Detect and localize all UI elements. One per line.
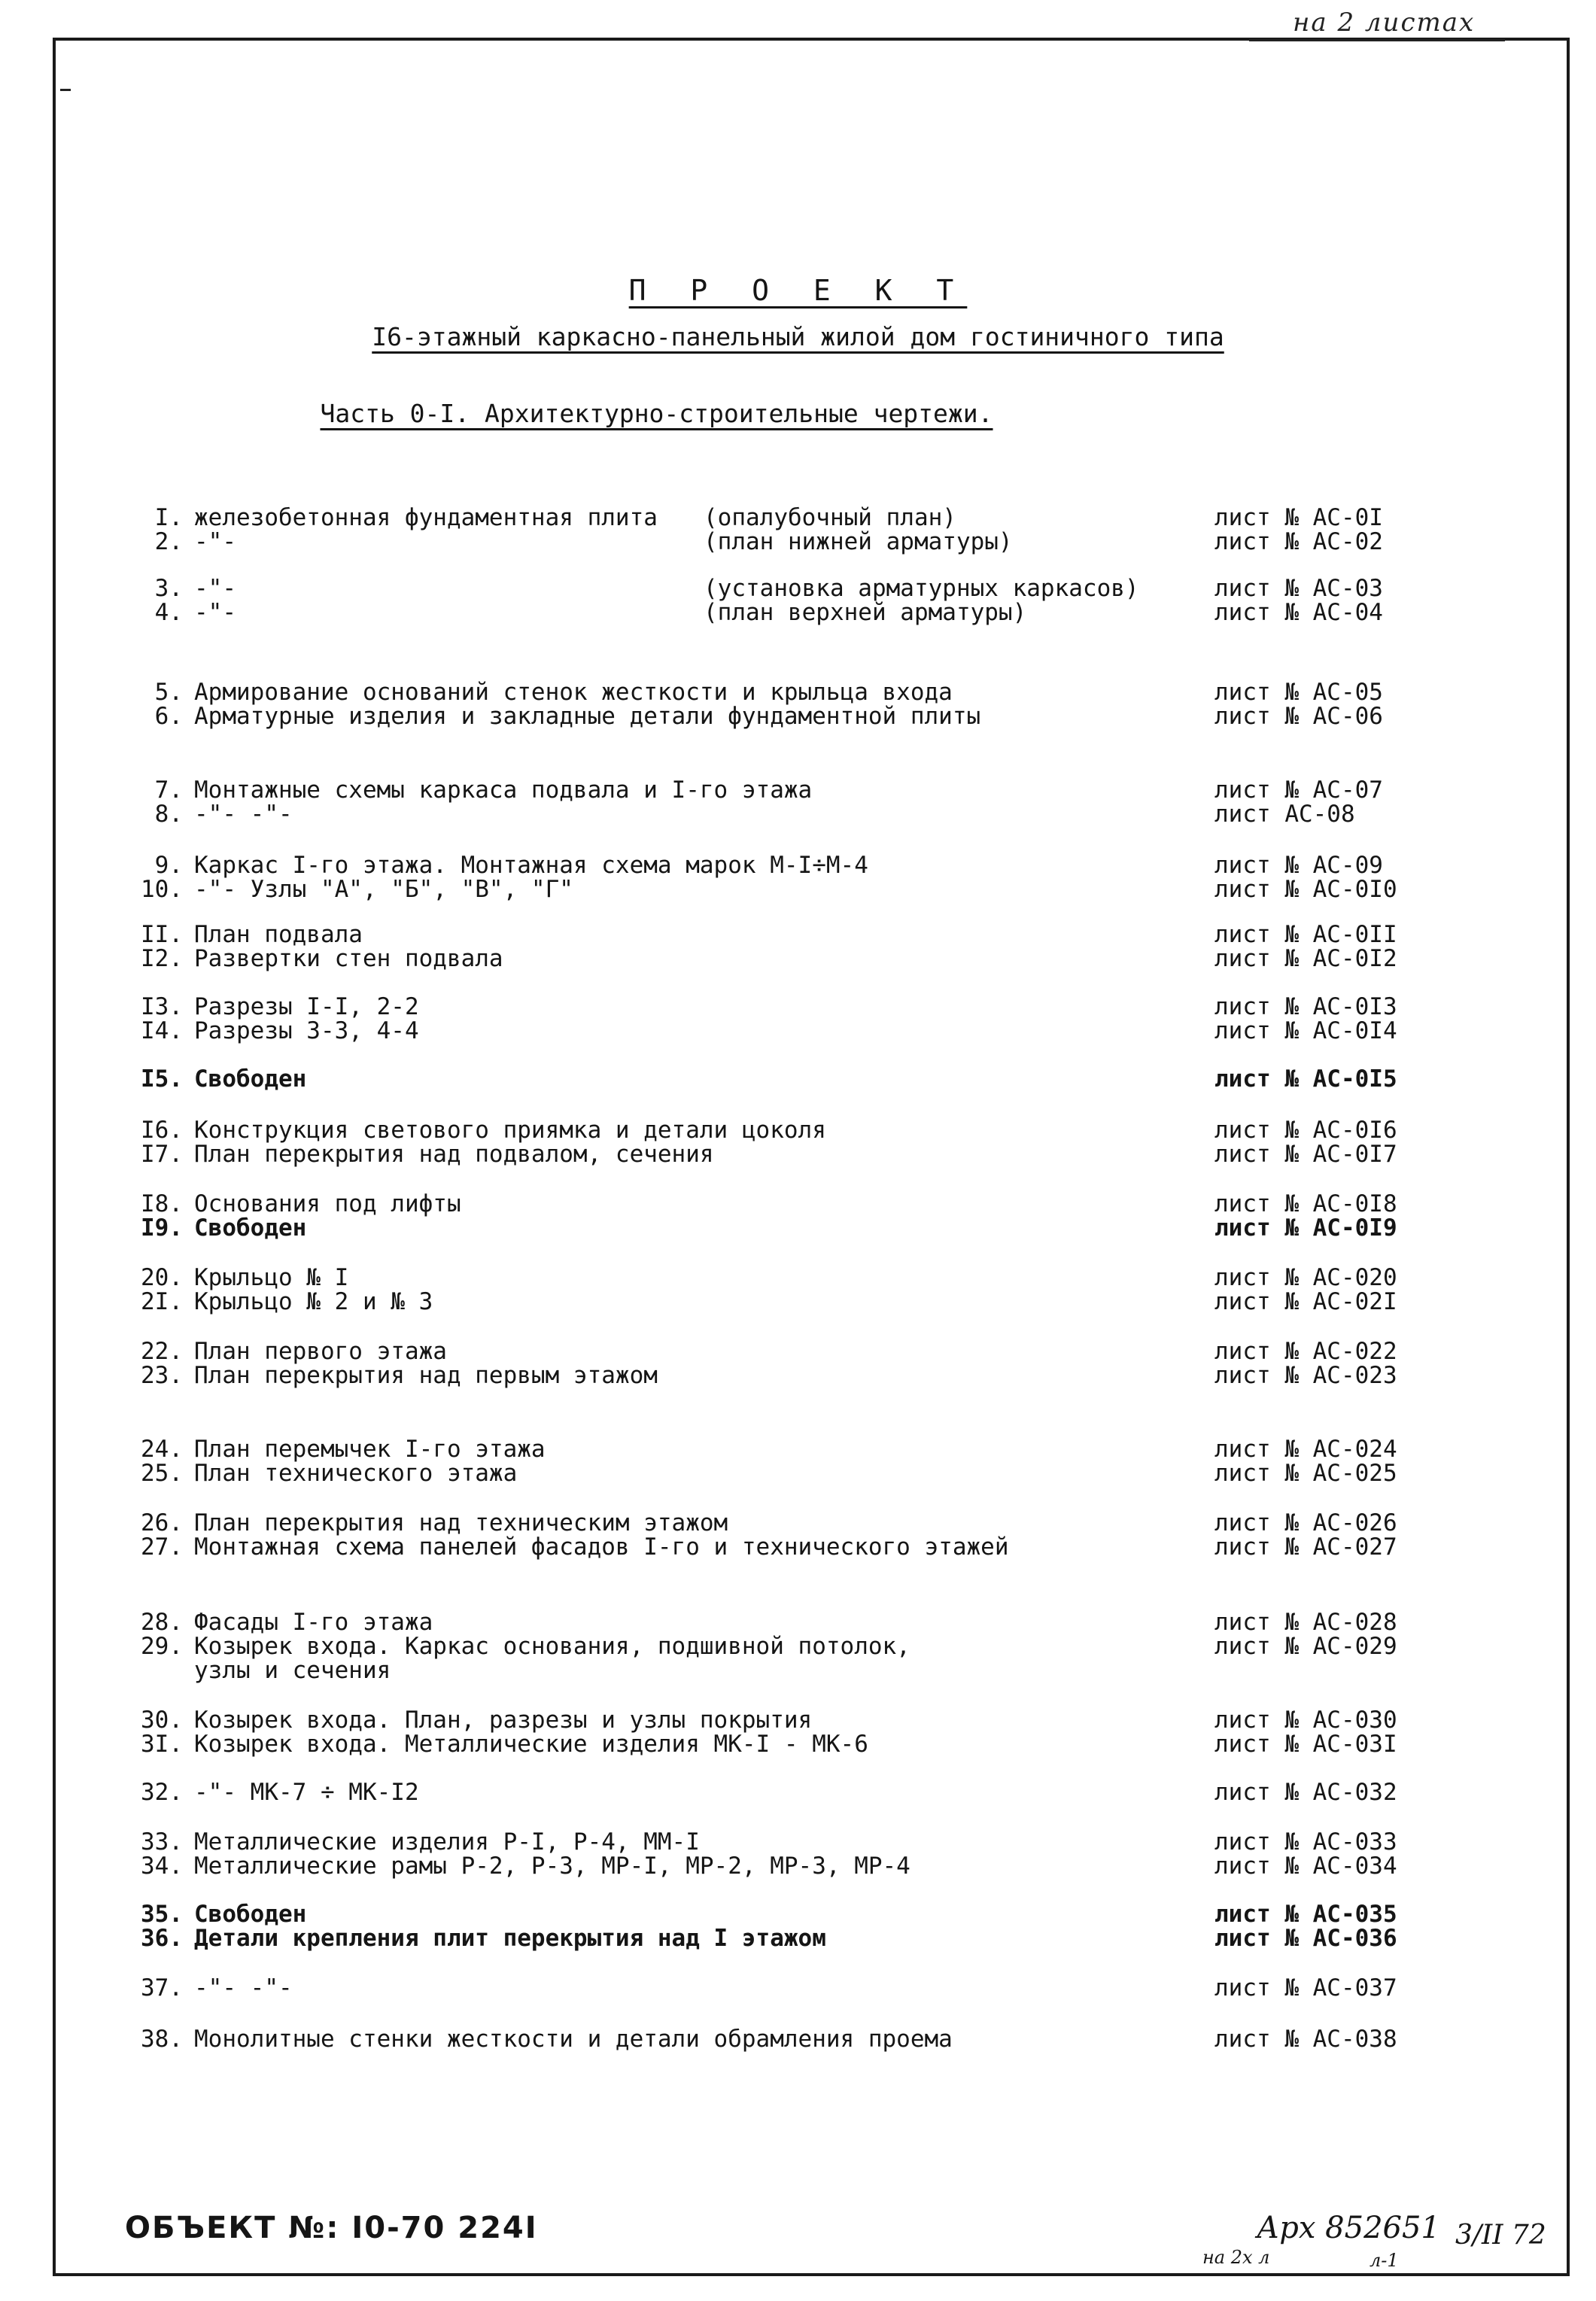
list-item <box>0 2024 1596 2054</box>
item-number: 35. <box>141 1901 183 1928</box>
item-description: Армирование оснований стенок жесткости и крыльца входа <box>194 679 953 706</box>
list-item <box>0 1923 1596 1953</box>
item-number: 3I. <box>141 1731 183 1758</box>
item-sheet-ref: лист № АС-02I <box>1214 1288 1397 1315</box>
item-number: 37. <box>141 1974 183 2002</box>
item-number: 7. <box>154 777 183 804</box>
list-item <box>0 1213 1596 1243</box>
item-sheet-ref: лист № АС-0I8 <box>1214 1190 1397 1217</box>
item-number: 6. <box>154 703 183 730</box>
item-sheet-ref: лист № АС-024 <box>1214 1436 1397 1463</box>
list-item <box>0 1016 1596 1046</box>
item-sheet-ref: лист № АС-0I <box>1214 504 1383 531</box>
document-part: Часть 0-I. Архитектурно-строительные чертежи. <box>320 399 993 428</box>
item-description: Разрезы I-I, 2-2 <box>194 993 419 1020</box>
item-description: -"- <box>194 599 236 626</box>
list-item <box>0 1064 1596 1094</box>
item-sheet-ref: лист № АС-03 <box>1214 575 1383 602</box>
item-description: План первого этажа <box>194 1338 447 1365</box>
list-item <box>0 1458 1596 1488</box>
item-number: 26. <box>141 1509 183 1537</box>
item-number: 25. <box>141 1460 183 1487</box>
item-sheet-ref: лист № АС-0I9 <box>1214 1214 1397 1242</box>
item-number: II. <box>141 921 183 948</box>
list-item <box>0 1287 1596 1317</box>
item-sheet-ref: лист № АС-07 <box>1214 777 1383 804</box>
item-number: I. <box>154 504 183 531</box>
object-number: ОБЪЕКТ №: I0-70 224I <box>125 2211 538 2245</box>
item-description: Детали крепления плит перекрытия над I этажом <box>194 1925 826 1952</box>
item-sheet-ref: лист № АС-025 <box>1214 1460 1397 1487</box>
item-number: I3. <box>141 993 183 1020</box>
item-sheet-ref: лист № АС-023 <box>1214 1362 1397 1389</box>
item-description: Металлические рамы Р-2, Р-3, МР-I, МР-2, МР-3, МР-4 <box>194 1853 910 1880</box>
item-description: Крыльцо № I <box>194 1264 349 1291</box>
item-number: 22. <box>141 1338 183 1365</box>
item-number: I4. <box>141 1017 183 1044</box>
item-number: 3. <box>154 575 183 602</box>
item-description: Монтажная схема панелей фасадов I-го и технического этажей <box>194 1533 1009 1561</box>
item-sheet-ref: лист № АС-0I0 <box>1214 876 1397 903</box>
item-sheet-ref: лист № АС-0I5 <box>1214 1065 1397 1093</box>
list-item <box>0 597 1596 628</box>
list-item <box>0 701 1596 731</box>
item-sheet-ref: лист № АС-033 <box>1214 1828 1397 1856</box>
item-sheet-ref: лист № АС-09 <box>1214 852 1383 879</box>
list-item <box>0 1729 1596 1759</box>
item-description: Козырек входа. Металлические изделия МК-I - МК-6 <box>194 1731 868 1758</box>
item-sheet-ref: лист № АС-038 <box>1214 2026 1397 2053</box>
item-sheet-ref: лист № АС-034 <box>1214 1853 1397 1880</box>
item-sheet-ref: лист № АС-030 <box>1214 1707 1397 1734</box>
item-number: 36. <box>141 1925 183 1952</box>
item-sheet-ref: лист № АС-02 <box>1214 528 1383 555</box>
item-number: I6. <box>141 1117 183 1144</box>
item-number: 9. <box>154 852 183 879</box>
item-sheet-ref: лист № АС-036 <box>1214 1925 1397 1952</box>
item-number: 2I. <box>141 1288 183 1315</box>
item-description: Крыльцо № 2 и № 3 <box>194 1288 433 1315</box>
item-sheet-ref: лист АС-08 <box>1214 801 1355 828</box>
archive-number: Арх 852651 <box>1257 2211 1440 2245</box>
item-description: -"- Узлы "А", "Б", "В", "Г" <box>194 876 573 903</box>
list-item <box>0 1851 1596 1881</box>
item-number: 33. <box>141 1828 183 1856</box>
item-sheet-ref: лист № АС-028 <box>1214 1609 1397 1636</box>
item-description: План перекрытия над техническим этажом <box>194 1509 728 1537</box>
list-item <box>0 874 1596 904</box>
item-number: 38. <box>141 2026 183 2053</box>
header-rule <box>1249 39 1505 41</box>
item-description: Монолитные стенки жесткости и детали обрамления проема <box>194 2026 953 2053</box>
item-sheet-ref: лист № АС-035 <box>1214 1901 1397 1928</box>
item-description: Арматурные изделия и закладные детали фундаментной плиты <box>194 703 981 730</box>
item-number: 30. <box>141 1707 183 1734</box>
item-description: Основания под лифты <box>194 1190 461 1217</box>
item-number: 4. <box>154 599 183 626</box>
item-description: железобетонная фундаментная плита <box>194 504 658 531</box>
item-number: 27. <box>141 1533 183 1561</box>
item-description: План перемычек I-го этажа <box>194 1436 546 1463</box>
item-description: План перекрытия над подвалом, сечения <box>194 1141 714 1168</box>
item-sheet-ref: лист № АС-029 <box>1214 1633 1397 1660</box>
item-description: Каркас I-го этажа. Монтажная схема марок М-I÷М-4 <box>194 852 868 879</box>
document-title: П Р О Е К Т <box>628 274 968 307</box>
list-item <box>0 799 1596 829</box>
item-description: Развертки стен подвала <box>194 945 503 972</box>
item-description: План перекрытия над первым этажом <box>194 1362 658 1389</box>
item-number: 28. <box>141 1609 183 1636</box>
item-sheet-ref: лист № АС-0I6 <box>1214 1117 1397 1144</box>
item-note: (установка арматурных каркасов) <box>704 575 1139 602</box>
item-description: -"- МК-7 ÷ МК-I2 <box>194 1779 419 1806</box>
item-note: (план нижней арматуры) <box>704 528 1013 555</box>
item-number: I2. <box>141 945 183 972</box>
date-stamp: 3/II 72 <box>1455 2220 1546 2251</box>
list-item <box>0 1655 1596 1685</box>
item-number: 29. <box>141 1633 183 1660</box>
item-number: I7. <box>141 1141 183 1168</box>
item-description: Свободен <box>194 1065 307 1093</box>
list-item <box>0 944 1596 974</box>
item-number: I9. <box>141 1214 183 1242</box>
item-note: (план верхней арматуры) <box>704 599 1027 626</box>
item-sheet-ref: лист № АС-022 <box>1214 1338 1397 1365</box>
item-number: I8. <box>141 1190 183 1217</box>
item-sheet-ref: лист № АС-027 <box>1214 1533 1397 1561</box>
item-description: Металлические изделия Р-I, Р-4, ММ-I <box>194 1828 700 1856</box>
item-description: -"- <box>194 575 236 602</box>
list-item <box>0 1360 1596 1391</box>
item-number: I5. <box>141 1065 183 1093</box>
list-item <box>0 1777 1596 1807</box>
item-sheet-ref: лист № АС-0I3 <box>1214 993 1397 1020</box>
item-description: Козырек входа. Каркас основания, подшивной потолок, <box>194 1633 910 1660</box>
list-item <box>0 1139 1596 1169</box>
document-subtitle: I6-этажный каркасно-панельный жилой дом гостиничного типа <box>372 322 1224 351</box>
item-sheet-ref: лист № АС-05 <box>1214 679 1383 706</box>
item-description: План технического этажа <box>194 1460 518 1487</box>
item-sheet-ref: лист № АС-0I7 <box>1214 1141 1397 1168</box>
item-number: 8. <box>154 801 183 828</box>
item-number: 34. <box>141 1853 183 1880</box>
item-description: -"- -"- <box>194 801 293 828</box>
item-number: 23. <box>141 1362 183 1389</box>
margin-tick <box>60 89 71 91</box>
item-sheet-ref: лист № АС-037 <box>1214 1974 1397 2002</box>
list-item <box>0 527 1596 557</box>
item-number: 32. <box>141 1779 183 1806</box>
item-description: Свободен <box>194 1901 307 1928</box>
item-number: 24. <box>141 1436 183 1463</box>
item-sheet-ref: лист № АС-026 <box>1214 1509 1397 1537</box>
item-sheet-ref: лист № АС-0I4 <box>1214 1017 1397 1044</box>
item-description: Монтажные схемы каркаса подвала и I-го этажа <box>194 777 813 804</box>
item-description: -"- -"- <box>194 1974 293 2002</box>
item-description: Свободен <box>194 1214 307 1242</box>
item-sheet-ref: лист № АС-04 <box>1214 599 1383 626</box>
item-sheet-ref: лист № АС-032 <box>1214 1779 1397 1806</box>
item-number: 20. <box>141 1264 183 1291</box>
item-description: План подвала <box>194 921 363 948</box>
item-number: 10. <box>141 876 183 903</box>
sheets-note: на 2х л <box>1202 2247 1270 2268</box>
item-sheet-ref: лист № АС-03I <box>1214 1731 1397 1758</box>
list-item <box>0 1973 1596 2003</box>
item-description: Конструкция светового приямка и детали цоколя <box>194 1117 826 1144</box>
item-sheet-ref: лист № АС-020 <box>1214 1264 1397 1291</box>
item-description: Фасады I-го этажа <box>194 1609 433 1636</box>
list-item <box>0 1532 1596 1562</box>
item-description: Разрезы 3-3, 4-4 <box>194 1017 419 1044</box>
item-description: Козырек входа. План, разрезы и узлы покрытия <box>194 1707 813 1734</box>
item-sheet-ref: лист № АС-0II <box>1214 921 1397 948</box>
item-description: -"- <box>194 528 236 555</box>
item-description: узлы и сечения <box>194 1657 391 1684</box>
item-number: 5. <box>154 679 183 706</box>
header-note: на 2 листах <box>1293 8 1476 38</box>
item-sheet-ref: лист № АС-06 <box>1214 703 1383 730</box>
item-number: 2. <box>154 528 183 555</box>
item-sheet-ref: лист № АС-0I2 <box>1214 945 1397 972</box>
item-note: (опалубочный план) <box>704 504 956 531</box>
sheet-number: л-1 <box>1370 2250 1399 2271</box>
